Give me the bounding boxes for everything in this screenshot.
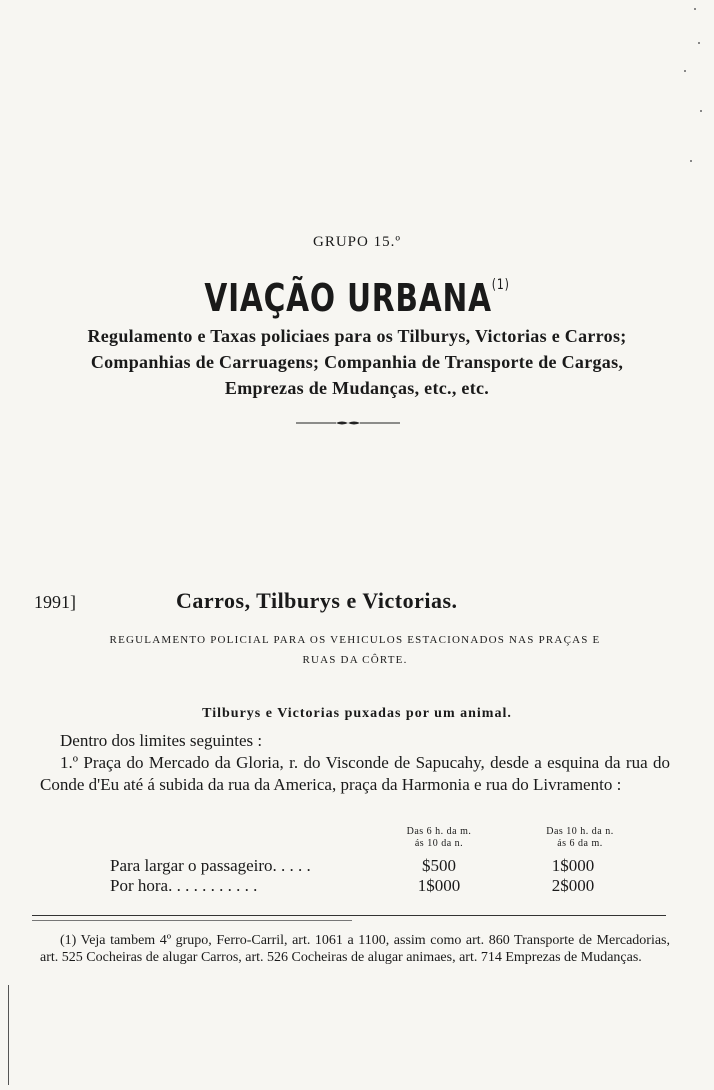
main-title — [79, 276, 636, 320]
column-header-line: ás 6 da m. — [557, 838, 603, 849]
footnote-text: (1) Veja tambem 4º grupo, Ferro-Carril, art. 1061 a 1100, assim como art. 860 Transporte de Mercadorias, art. 525 Cocheiras de alugar Carros, art. 526 Cocheiras de alugar animaes, art. 714 Emprezas de Mudanças. — [40, 933, 670, 965]
fare-value-night: 1$000 — [551, 856, 595, 875]
paragraph: Dentro dos limites seguintes : — [60, 731, 263, 750]
footnote-rule-short — [32, 920, 352, 921]
fare-row-label: Por hora. . . . . . . . . . . — [110, 876, 258, 895]
paper-speck — [700, 110, 702, 112]
fare-value-night: 2$000 — [551, 876, 595, 895]
main-title-text: VIAÇÃO URBANA — [204, 276, 492, 320]
footnote — [40, 932, 670, 966]
column-header-line: Das 10 h. da n. — [546, 826, 614, 837]
column-header-line: ás 10 da n. — [414, 838, 464, 849]
fare-value-day: $500 — [422, 856, 456, 875]
fare-value-day: 1$000 — [417, 876, 461, 895]
paragraph: 1.º Praça do Mercado da Gloria, r. do Visconde de Sapucahy, desde a esquina da rua do Conde d'Eu até á subida da rua da America, praça da Harmonia e rua do Livramento : — [40, 753, 670, 794]
paper-speck — [684, 70, 686, 72]
page-edge-line — [8, 985, 9, 1085]
regulation-heading — [60, 630, 650, 670]
ornament-divider — [296, 420, 400, 426]
regulation-line: RUAS DA CÔRTE. — [302, 654, 408, 666]
paper-speck — [690, 160, 692, 162]
paper-speck — [694, 8, 696, 10]
subsection-title: Tilburys e Victorias puxadas por um animal. — [202, 706, 512, 721]
footnote-rule — [32, 915, 666, 916]
fare-column-header-night — [520, 826, 640, 850]
subtitle-line: Companhias de Carruagens; Companhia de Transporte de Cargas, — [90, 352, 624, 372]
group-label: GRUPO 15.º — [313, 234, 401, 250]
item-number: 1991] — [34, 592, 76, 612]
fare-row-label: Para largar o passageiro. . . . . — [110, 856, 311, 875]
section-title: Carros, Tilburys e Victorias. — [176, 588, 458, 613]
paper-speck — [698, 42, 700, 44]
column-header-line: Das 6 h. da m. — [406, 826, 472, 837]
regulation-line: REGULAMENTO POLICIAL PARA OS VEHICULOS ESTACIONADOS NAS PRAÇAS E — [109, 634, 601, 646]
body-text — [40, 730, 670, 796]
subtitle-line: Regulamento e Taxas policiaes para os Tilburys, Victorias e Carros; — [87, 326, 627, 346]
title-footnote-marker: (1) — [491, 277, 510, 293]
subtitle-line: Emprezas de Mudanças, etc., etc. — [224, 378, 490, 398]
subtitle — [0, 323, 714, 401]
fare-column-header-day — [384, 826, 494, 850]
